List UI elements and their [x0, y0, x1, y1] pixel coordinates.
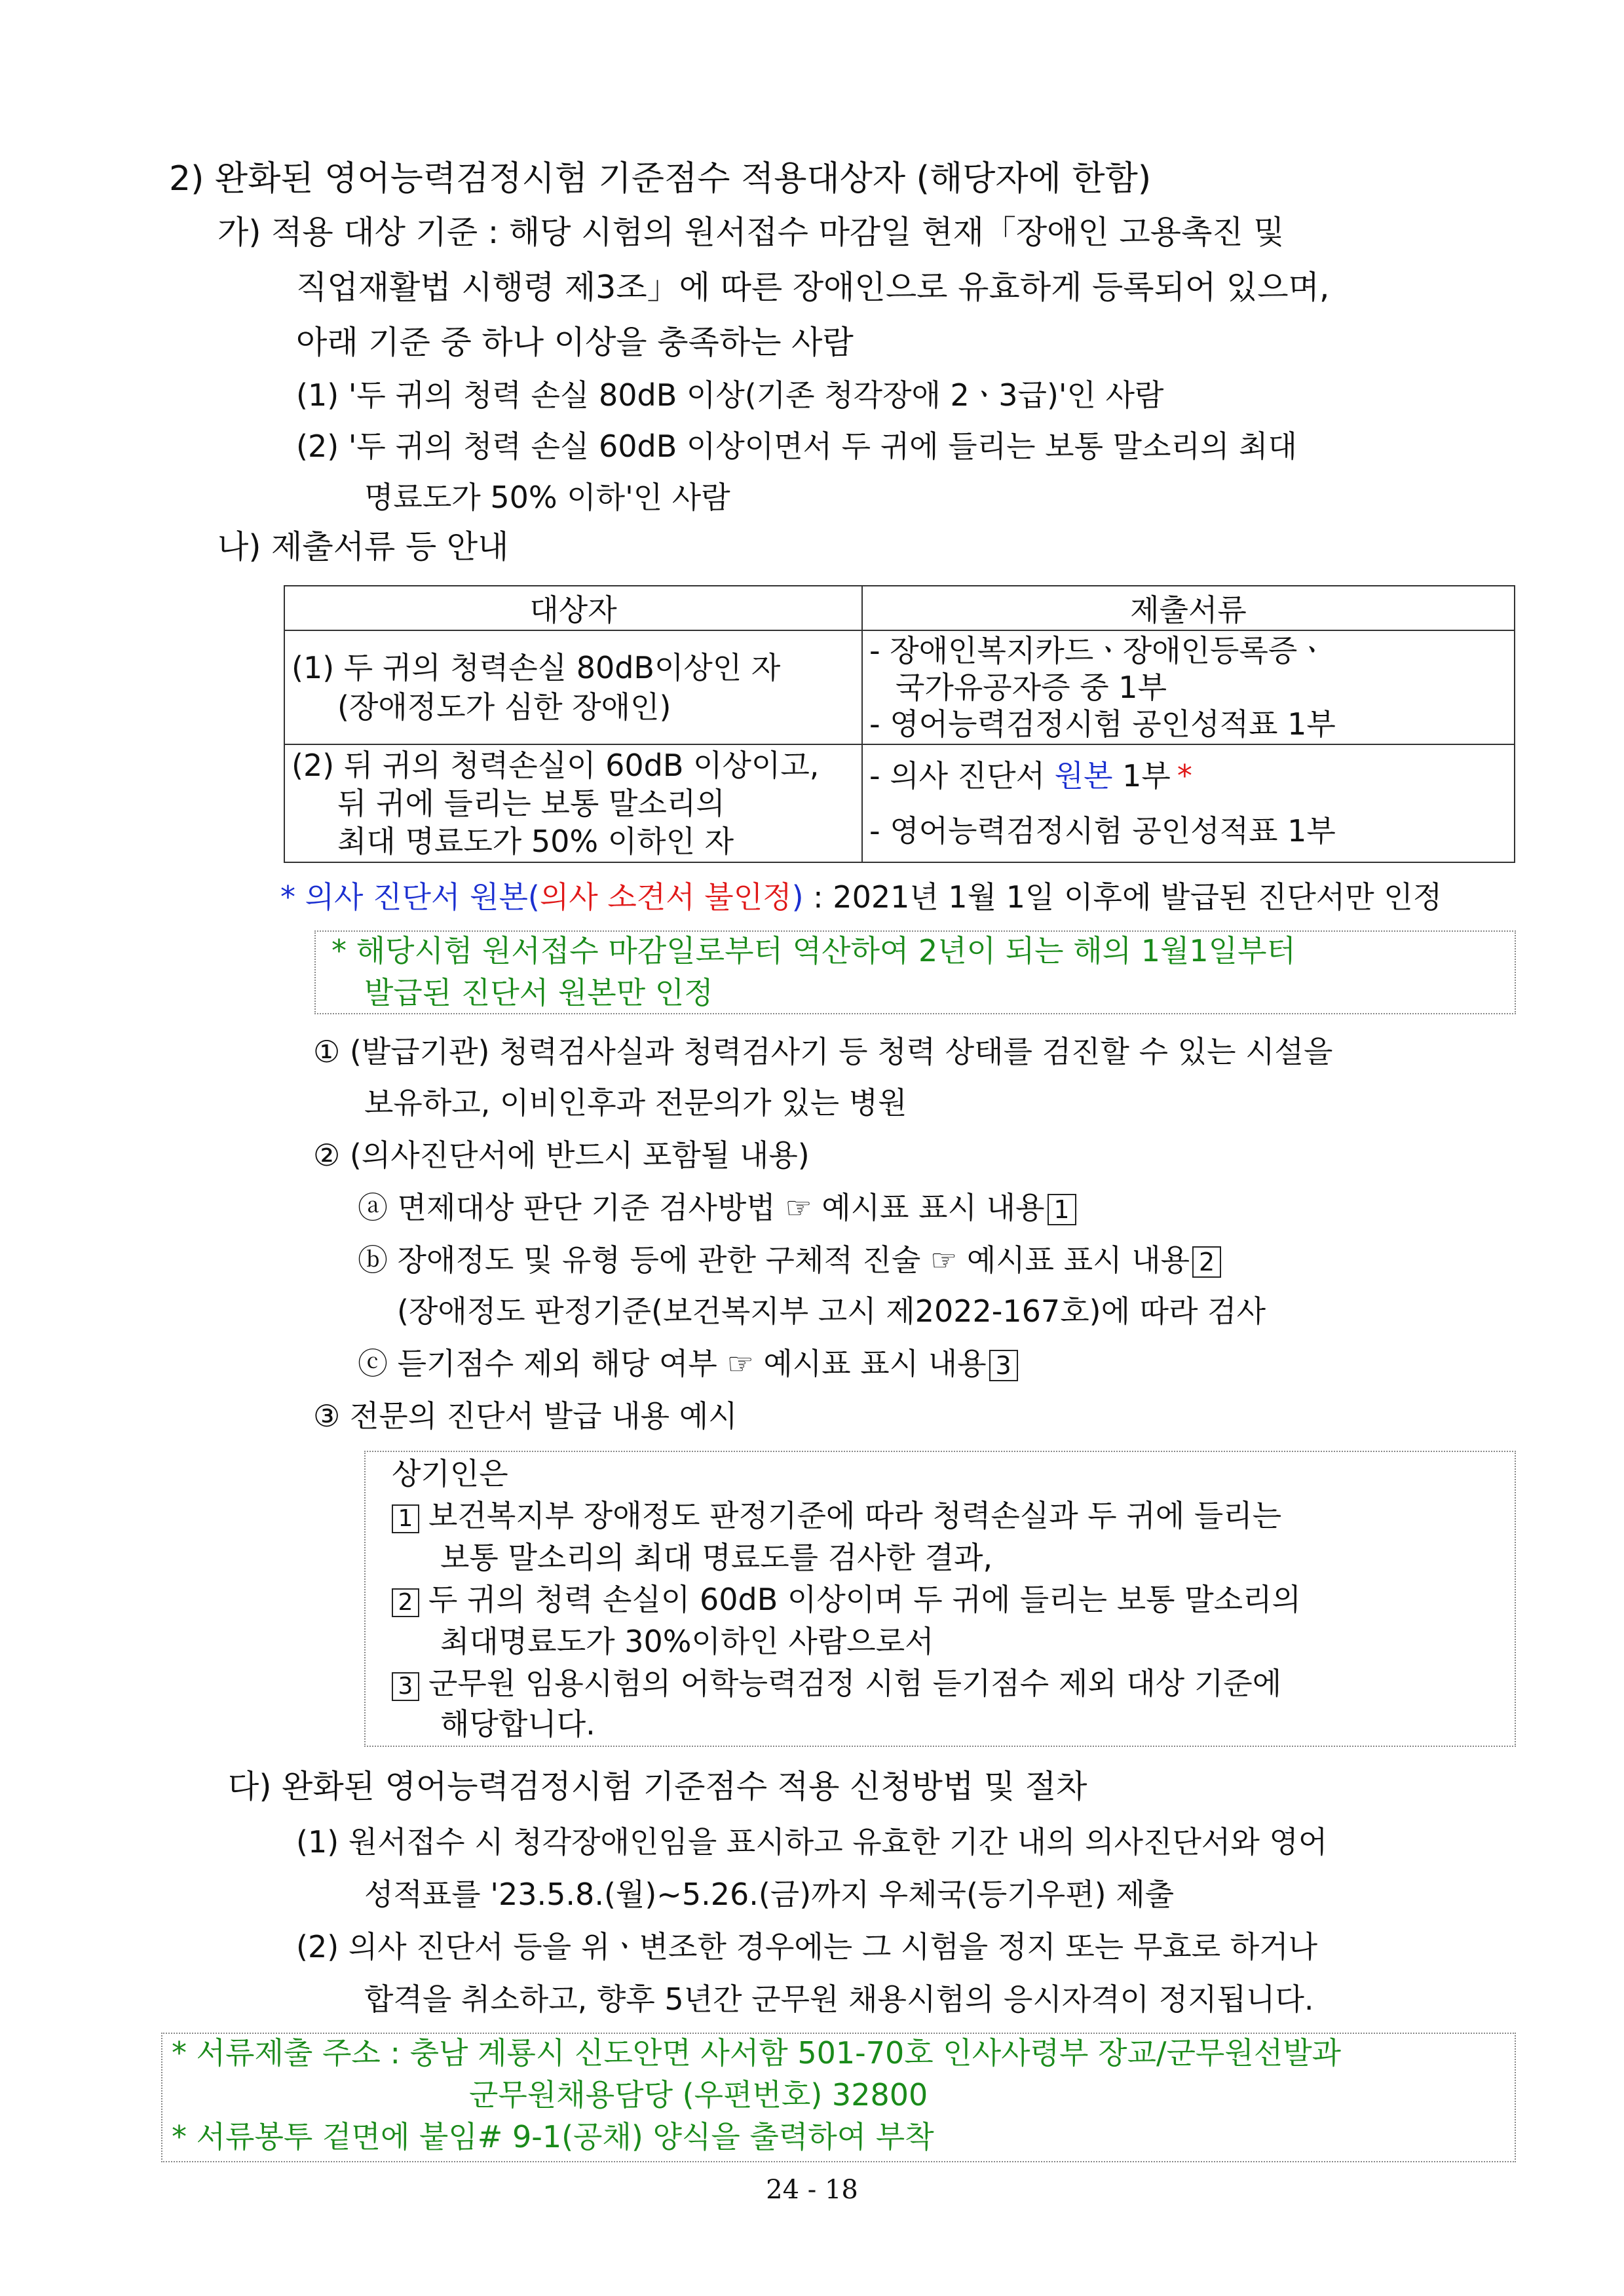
criteria-line-1: 가) 적용 대상 기준 : 해당 시험의 원서접수 마감일 현재「장애인 고용촉진 및	[217, 214, 1285, 251]
original-note	[280, 879, 1442, 915]
section-heading: 2) 완화된 영어능력검정시험 기준점수 적용대상자 (해당자에 한함)	[169, 159, 1152, 199]
item-text: ⓐ 면제대상 판단 기준 검사방법 ☞ 예시표 표시 내용	[358, 1190, 1045, 1225]
item3-heading: ③ 전문의 진단서 발급 내용 예시	[313, 1398, 738, 1434]
cell-text: - 의사 진단서	[869, 758, 1055, 794]
criteria-line-2: 직업재활법 시행령 제3조」에 따른 장애인으로 유효하게 등록되어 있으며,	[296, 269, 1330, 306]
example-item-1	[392, 1498, 1281, 1534]
table-cell-documents	[862, 630, 1515, 744]
item2-b-sub: (장애정도 판정기준(보건복지부 고시 제2022-167호)에 따라 검사	[397, 1293, 1266, 1329]
note-text: 의사 진단서 원본(	[295, 879, 540, 915]
criteria-line-3: 아래 기준 중 하나 이상을 충족하는 사람	[296, 324, 854, 361]
table-cell-documents	[862, 744, 1515, 862]
example-intro: 상기인은	[392, 1456, 508, 1491]
item2-b	[358, 1242, 1221, 1278]
cell-text: 국가유공자증 중 1부	[896, 670, 1167, 705]
example-text: 군무원 임용시험의 어학능력검정 시험 듣기점수 제외 대상 기준에	[428, 1666, 1282, 1701]
item2-a	[358, 1190, 1076, 1226]
star-mark: *	[280, 879, 295, 915]
note-text: 의사 소견서 불인정	[539, 879, 792, 915]
validity-note-line-2: 발급된 진단서 원본만 인정	[364, 975, 713, 1010]
boxed-number: 3	[989, 1350, 1018, 1381]
cell-text: - 영어능력검정시험 공인성적표 1부	[869, 706, 1336, 742]
criterion-2-line-2: 명료도가 50% 이하'인 사람	[364, 480, 730, 515]
procedure-2-line-2: 합격을 취소하고, 향후 5년간 군무원 채용시험의 응시자격이 정지됩니다.	[364, 1981, 1314, 2017]
table-cell-subject	[284, 744, 862, 862]
cell-text: (장애정도가 심한 장애인)	[337, 689, 671, 725]
address-line-1: * 서류제출 주소 : 충남 계룡시 신도안면 사서함 501-70호 인사사령부 장교/군무원선발과	[172, 2035, 1342, 2071]
procedure-2-line-1: (2) 의사 진단서 등을 위ㆍ변조한 경우에는 그 시험을 정지 또는 무효로 하거나	[296, 1929, 1318, 1964]
example-text: 보건복지부 장애정도 판정기준에 따라 청력손실과 두 귀에 들리는	[428, 1498, 1282, 1533]
page-number: 24 - 18	[766, 2175, 858, 2205]
cell-text: - 장애인복지카드ㆍ장애인등록증ㆍ	[869, 633, 1327, 668]
table-row	[284, 744, 1515, 862]
example-item-1-line-2: 보통 말소리의 최대 명료도를 검사한 결과,	[440, 1540, 993, 1575]
validity-note-line-1: * 해당시험 원서접수 마감일로부터 역산하여 2년이 되는 해의 1월1일부터	[331, 933, 1296, 968]
documents-heading: 나) 제출서류 등 안내	[217, 528, 509, 565]
note-text: )	[791, 879, 804, 915]
boxed-number: 2	[1192, 1246, 1221, 1278]
boxed-number: 1	[1048, 1194, 1076, 1225]
cell-text	[869, 748, 1507, 803]
table-row	[284, 630, 1515, 744]
example-item-2-line-2: 최대명료도가 30%이하인 사람으로서	[440, 1624, 934, 1659]
example-item-3-line-2: 해당합니다.	[440, 1706, 595, 1742]
criterion-2-line-1: (2) '두 귀의 청력 손실 60dB 이상이면서 두 귀에 들리는 보통 말소리의 최대	[296, 429, 1297, 464]
example-text: 두 귀의 청력 손실이 60dB 이상이며 두 귀에 들리는 보통 말소리의	[428, 1582, 1301, 1617]
example-item-3	[392, 1666, 1281, 1702]
address-line-3: * 서류봉투 겉면에 붙임# 9-1(공채) 양식을 출력하여 부착	[172, 2119, 934, 2154]
star-mark: *	[1177, 758, 1192, 794]
cell-text: 뒤 귀에 들리는 보통 말소리의	[337, 786, 725, 821]
cell-text: (1) 두 귀의 청력손실 80dB이상인 자	[292, 650, 781, 685]
item2-c	[358, 1346, 1018, 1382]
cell-text: 1부	[1112, 758, 1171, 794]
procedure-1-line-1: (1) 원서접수 시 청각장애인임을 표시하고 유효한 기간 내의 의사진단서와 영어	[296, 1824, 1328, 1860]
cell-text: - 영어능력검정시험 공인성적표 1부	[869, 813, 1336, 849]
table-header-documents: 제출서류	[862, 586, 1515, 630]
original-text: 원본	[1054, 758, 1113, 794]
boxed-number: 1	[392, 1504, 419, 1533]
documents-table	[284, 585, 1515, 863]
example-item-2	[392, 1582, 1301, 1618]
item1-line-1: ① (발급기관) 청력검사실과 청력검사기 등 청력 상태를 검진할 수 있는 시설을	[313, 1034, 1333, 1069]
boxed-number: 3	[392, 1672, 419, 1701]
item-text: ⓒ 듣기점수 제외 해당 여부 ☞ 예시표 표시 내용	[358, 1346, 987, 1381]
item-text: ⓑ 장애정도 및 유형 등에 관한 구체적 진술 ☞ 예시표 표시 내용	[358, 1242, 1190, 1278]
criterion-1: (1) '두 귀의 청력 손실 80dB 이상(기존 청각장애 2ㆍ3급)'인 사람	[296, 377, 1164, 413]
procedure-heading: 다) 완화된 영어능력검정시험 기준점수 적용 신청방법 및 절차	[228, 1768, 1087, 1805]
item2-heading: ② (의사진단서에 반드시 포함될 내용)	[313, 1138, 810, 1173]
cell-text: (2) 뒤 귀의 청력손실이 60dB 이상이고,	[292, 748, 820, 783]
note-text: : 2021년 1월 1일 이후에 발급된 진단서만 인정	[803, 879, 1443, 915]
address-line-2: 군무원채용담당 (우편번호) 32800	[469, 2077, 928, 2113]
item1-line-2: 보유하고, 이비인후과 전문의가 있는 병원	[364, 1085, 907, 1120]
procedure-1-line-2: 성적표를 '23.5.8.(월)~5.26.(금)까지 우체국(등기우편) 제출	[364, 1877, 1175, 1912]
boxed-number: 2	[392, 1588, 419, 1617]
table-header-subject: 대상자	[284, 586, 862, 630]
table-cell-subject	[284, 630, 862, 744]
cell-text: 최대 명료도가 50% 이하인 자	[337, 824, 734, 859]
